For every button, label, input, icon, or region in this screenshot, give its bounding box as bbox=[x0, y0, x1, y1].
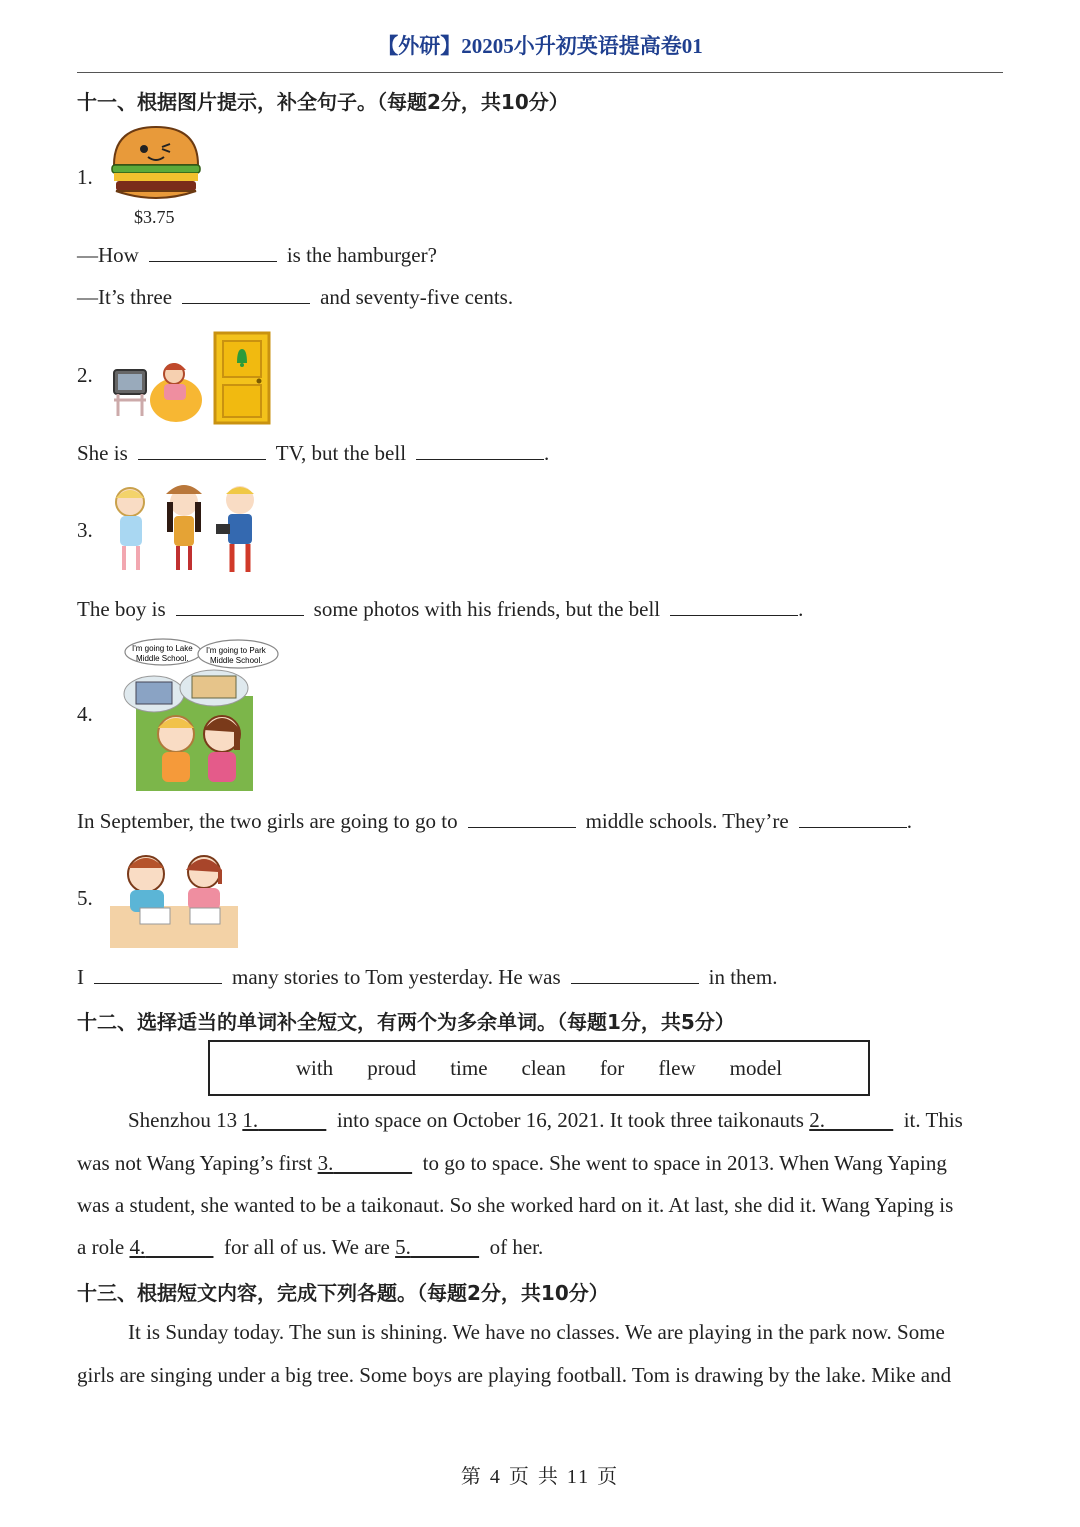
q2-line bbox=[77, 441, 549, 466]
passage-text: was not Wang Yaping’s first bbox=[77, 1151, 313, 1175]
q2-number: 2. bbox=[77, 363, 93, 387]
passage-13-line-2: girls are singing under a big tree. Some boys are playing football. Tom is drawing by the lake. Mike and bbox=[77, 1363, 952, 1387]
q5-start: I bbox=[77, 965, 84, 989]
q1-line2 bbox=[77, 285, 513, 310]
q3-middle: some photos with his friends, but the bell bbox=[313, 597, 661, 621]
q4-start: In September, the two girls are going to go to bbox=[77, 809, 458, 833]
q1-line1-end: is the hamburger? bbox=[286, 243, 437, 267]
word-bank bbox=[208, 1040, 870, 1096]
passage-12-line-4 bbox=[77, 1235, 543, 1260]
q3-blank-1[interactable] bbox=[176, 597, 304, 616]
q3-number: 3. bbox=[77, 518, 93, 542]
passage-text: Shenzhou 13 bbox=[128, 1108, 238, 1132]
two-girls-schools-illustration bbox=[118, 638, 283, 793]
section-13-title: 十三、根据短文内容，完成下列各题。（每题2分，共10分） bbox=[77, 1281, 609, 1305]
passage-text: to go to space. She went to space in 2013. When Wang Yaping bbox=[422, 1151, 947, 1175]
blank-1[interactable]: 1. bbox=[242, 1108, 259, 1132]
q1-line2-start: —It’s three bbox=[77, 285, 173, 309]
q3-blank-2[interactable] bbox=[670, 597, 798, 616]
bubble-2-line-1: I'm going to Park bbox=[206, 646, 266, 655]
q2-end: . bbox=[544, 441, 550, 465]
q2-blank-1[interactable] bbox=[138, 441, 266, 460]
hamburger-price: $3.75 bbox=[134, 207, 175, 227]
q2-start: She is bbox=[77, 441, 128, 465]
blank-4[interactable]: 4. bbox=[129, 1235, 146, 1259]
q5-number: 5. bbox=[77, 886, 93, 910]
passage-text: for all of us. We are bbox=[223, 1235, 390, 1259]
children-photo-illustration bbox=[108, 480, 268, 580]
bubble-1-line-2: Middle School. bbox=[136, 654, 189, 663]
passage-text: into space on October 16, 2021. It took three taikonauts bbox=[336, 1108, 804, 1132]
q5-end: in them. bbox=[708, 965, 778, 989]
word-bank-item: model bbox=[729, 1055, 783, 1080]
children-writing-illustration bbox=[110, 846, 238, 948]
section-11-title: 十一、根据图片提示，补全句子。（每题2分，共10分） bbox=[77, 90, 569, 114]
passage-12-line-3: was a student, she wanted to be a taikonaut. So she worked hard on it. At last, she did it. Wang Yaping is bbox=[77, 1193, 954, 1217]
blank-3[interactable]: 3. bbox=[317, 1151, 334, 1175]
page-header: 【外研】20205小升初英语提高卷01 bbox=[377, 34, 703, 58]
q3-start: The boy is bbox=[77, 597, 166, 621]
q1-line2-end: and seventy-five cents. bbox=[320, 285, 514, 309]
section-12-title: 十二、选择适当的单词补全短文，有两个为多余单词。（每题1分，共5分） bbox=[77, 1010, 735, 1034]
word-bank-item: proud bbox=[367, 1055, 417, 1080]
word-bank-item: for bbox=[599, 1055, 625, 1080]
passage-text: of her. bbox=[489, 1235, 544, 1259]
word-bank-item: clean bbox=[521, 1055, 566, 1080]
q2-blank-2[interactable] bbox=[416, 441, 544, 460]
word-bank-item: time bbox=[450, 1055, 488, 1080]
page-footer: 第 4 页 共 11 页 bbox=[460, 1466, 620, 1488]
q1-blank-2[interactable] bbox=[182, 285, 310, 304]
q1-number: 1. bbox=[77, 165, 93, 189]
blank-5[interactable]: 5. bbox=[395, 1235, 411, 1259]
q5-blank-2[interactable] bbox=[571, 965, 699, 984]
q4-blank-1[interactable] bbox=[468, 809, 576, 828]
passage-text: a role bbox=[77, 1235, 125, 1259]
word-bank-item: flew bbox=[658, 1055, 696, 1080]
passage-12-line-2 bbox=[77, 1151, 947, 1176]
q5-middle: many stories to Tom yesterday. He was bbox=[232, 965, 561, 989]
passage-12-line-1 bbox=[128, 1108, 963, 1133]
q4-end: . bbox=[906, 809, 912, 833]
q4-middle: middle schools. They’re bbox=[585, 809, 789, 833]
header-divider bbox=[77, 72, 1003, 73]
q5-line bbox=[77, 965, 777, 990]
bubble-2-line-2: Middle School. bbox=[210, 656, 263, 665]
q1-line1-start: —How bbox=[77, 243, 139, 267]
word-bank-item: with bbox=[295, 1055, 334, 1080]
q1-blank-1[interactable] bbox=[149, 243, 277, 262]
q3-line bbox=[77, 597, 803, 622]
bubble-1-line-1: I'm going to Lake bbox=[132, 644, 193, 653]
q3-end: . bbox=[798, 597, 804, 621]
passage-text: it. This bbox=[903, 1108, 963, 1132]
hamburger-icon bbox=[110, 125, 202, 207]
blank-2[interactable]: 2. bbox=[809, 1108, 825, 1132]
q5-blank-1[interactable] bbox=[94, 965, 222, 984]
door-bell-illustration bbox=[213, 331, 271, 425]
q2-middle: TV, but the bell bbox=[275, 441, 407, 465]
q4-number: 4. bbox=[77, 702, 93, 726]
q4-blank-2[interactable] bbox=[799, 809, 907, 828]
q1-line1 bbox=[77, 243, 437, 268]
passage-13-line-1: It is Sunday today. The sun is shining. We have no classes. We are playing in the park now. Some bbox=[128, 1320, 945, 1344]
q4-line bbox=[77, 809, 912, 834]
girl-watching-tv-illustration bbox=[108, 350, 203, 425]
